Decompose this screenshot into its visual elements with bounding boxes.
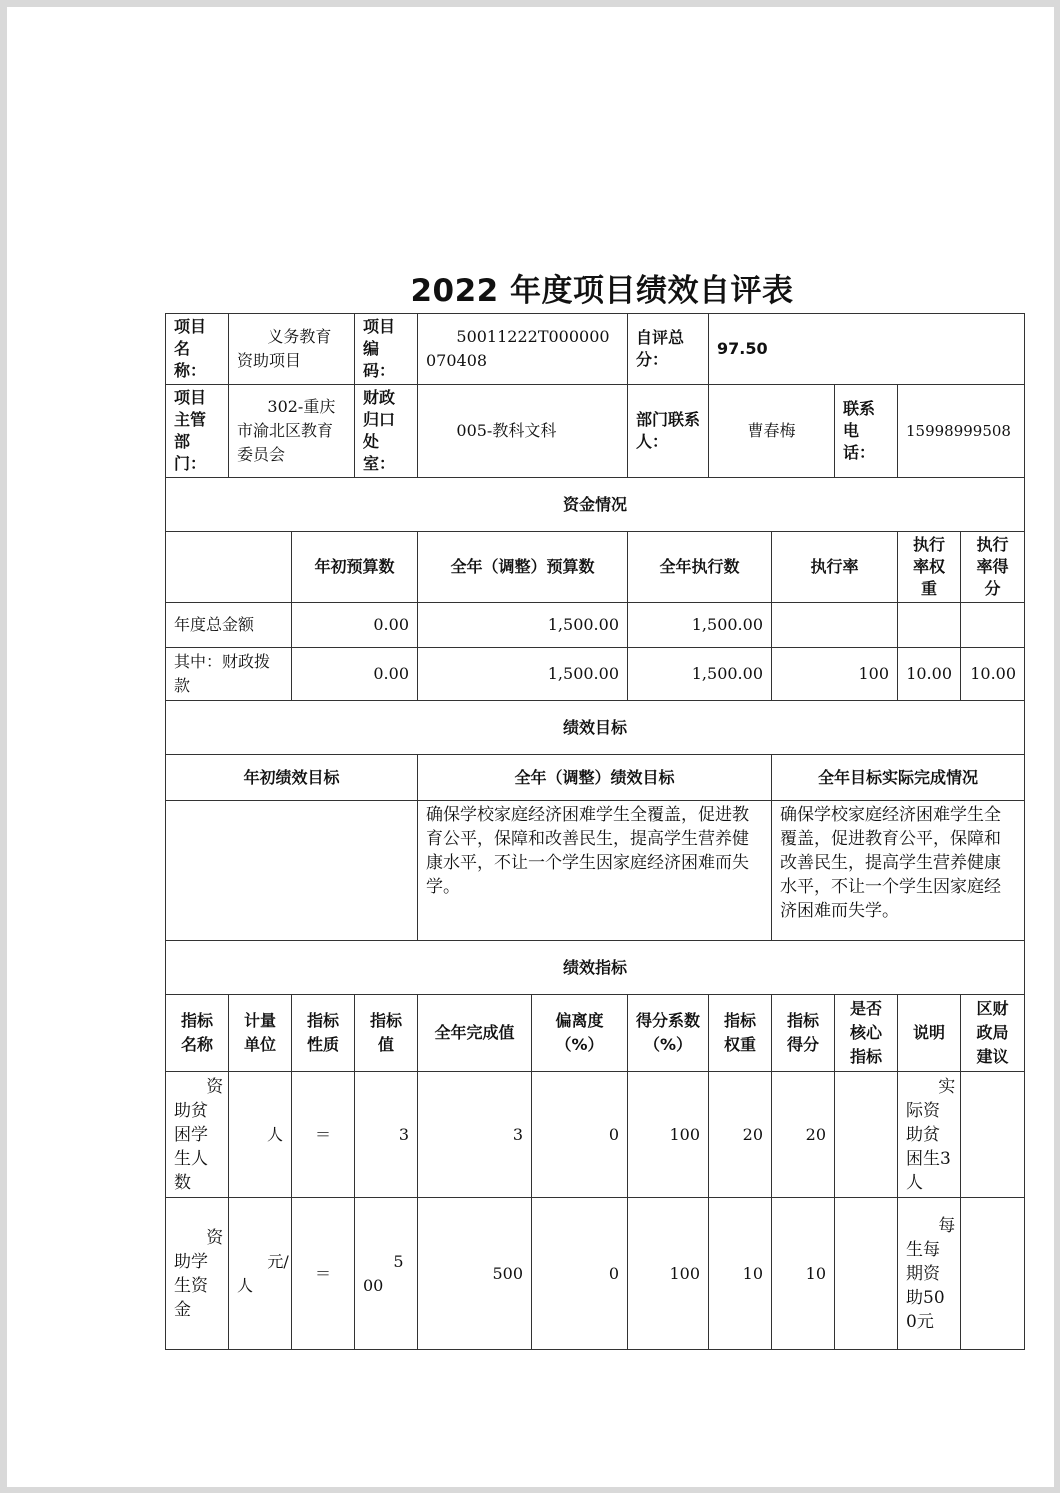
- funds-row-initial: 0.00: [292, 603, 418, 648]
- contact-value: 曹春梅: [709, 385, 835, 478]
- ind-row-actual: 500: [418, 1198, 532, 1350]
- ind-row-score: 20: [772, 1072, 835, 1198]
- goals-section-row: [166, 701, 1025, 755]
- goals-initial-text: [166, 801, 418, 941]
- indicator-row: [166, 1198, 1025, 1350]
- ind-row-target: 500: [355, 1198, 418, 1350]
- funds-row-initial: 0.00: [292, 648, 418, 701]
- finance-value: 005-教科文科: [418, 385, 628, 478]
- funds-section-title: 资金情况: [166, 478, 1025, 532]
- contact-label: 部门联系人：: [628, 385, 709, 478]
- ind-header-note: 说明: [898, 995, 961, 1072]
- ind-row-nature: ＝: [292, 1072, 355, 1198]
- ind-row-weight: 10: [709, 1198, 772, 1350]
- goals-actual-text: 确保学校家庭经济困难学生全覆盖，促进教育公平，保障和改善民生，提高学生营养健康水平，不让一个学生因家庭经济困难而失学。: [772, 801, 1025, 941]
- funds-row-executed: 1,500.00: [628, 648, 772, 701]
- ind-row-unit: 人: [229, 1072, 292, 1198]
- funds-row-score: [961, 603, 1025, 648]
- project-name-label: 项目名称：: [166, 314, 229, 385]
- finance-label: 财政归口处室：: [355, 385, 418, 478]
- funds-row-name: 年度总金额: [166, 603, 292, 648]
- ind-header-core: 是否核心指标: [835, 995, 898, 1072]
- ind-row-coef: 100: [628, 1198, 709, 1350]
- ind-row-deviation: 0: [532, 1198, 628, 1350]
- ind-header-nature: 指标性质: [292, 995, 355, 1072]
- ind-row-advice: [961, 1198, 1025, 1350]
- ind-row-target: 3: [355, 1072, 418, 1198]
- ind-row-core: [835, 1198, 898, 1350]
- funds-row-weight: 10.00: [898, 648, 961, 701]
- ind-row-weight: 20: [709, 1072, 772, 1198]
- dept-label: 项目主管部门：: [166, 385, 229, 478]
- ind-row-unit: 元/人: [229, 1198, 292, 1350]
- funds-row-executed: 1,500.00: [628, 603, 772, 648]
- goals-header-adjusted: 全年（调整）绩效目标: [418, 755, 772, 801]
- funds-header-rate: 执行率: [772, 532, 898, 603]
- ind-header-score: 指标得分: [772, 995, 835, 1072]
- phone-label: 联系电话：: [835, 385, 898, 478]
- project-code-value: 50011222T000000070408: [418, 314, 628, 385]
- indicators-section-title: 绩效指标: [166, 941, 1025, 995]
- ind-row-nature: ＝: [292, 1198, 355, 1350]
- ind-row-name: 资助贫困学生人数: [166, 1072, 229, 1198]
- funds-row-rate: [772, 603, 898, 648]
- evaluation-table: [165, 313, 1025, 1350]
- ind-header-weight: 指标权重: [709, 995, 772, 1072]
- indicator-row: [166, 1072, 1025, 1198]
- info-row-2: [166, 385, 1025, 478]
- phone-value: 15998999508: [898, 385, 1025, 478]
- ind-header-advice: 区财政局建议: [961, 995, 1025, 1072]
- goals-header-actual: 全年目标实际完成情况: [772, 755, 1025, 801]
- funds-header-score: 执行率得分: [961, 532, 1025, 603]
- ind-header-actual: 全年完成值: [418, 995, 532, 1072]
- page-title: 2022 年度项目绩效自评表: [410, 273, 794, 309]
- funds-header-adjusted: 全年（调整）预算数: [418, 532, 628, 603]
- goals-content-row: [166, 801, 1025, 941]
- goals-header-initial: 年初绩效目标: [166, 755, 418, 801]
- funds-row: [166, 648, 1025, 701]
- funds-header-weight: 执行率权重: [898, 532, 961, 603]
- project-name-value: 义务教育资助项目: [229, 314, 355, 385]
- ind-header-unit: 计量单位: [229, 995, 292, 1072]
- funds-row-rate: 100: [772, 648, 898, 701]
- funds-row-adjusted: 1,500.00: [418, 603, 628, 648]
- funds-row-name: 其中：财政拨款: [166, 648, 292, 701]
- ind-row-deviation: 0: [532, 1072, 628, 1198]
- funds-header-initial: 年初预算数: [292, 532, 418, 603]
- ind-row-advice: [961, 1072, 1025, 1198]
- project-code-label: 项目编码：: [355, 314, 418, 385]
- funds-row-weight: [898, 603, 961, 648]
- ind-row-coef: 100: [628, 1072, 709, 1198]
- funds-row-adjusted: 1,500.00: [418, 648, 628, 701]
- ind-row-actual: 3: [418, 1072, 532, 1198]
- funds-header-executed: 全年执行数: [628, 532, 772, 603]
- goals-header-row: [166, 755, 1025, 801]
- ind-header-deviation: 偏离度（%）: [532, 995, 628, 1072]
- ind-header-coef: 得分系数（%）: [628, 995, 709, 1072]
- indicators-section-row: [166, 941, 1025, 995]
- funds-header-row: [166, 532, 1025, 603]
- indicators-header-row: [166, 995, 1025, 1072]
- funds-section-row: [166, 478, 1025, 532]
- ind-header-name: 指标名称: [166, 995, 229, 1072]
- funds-row-score: 10.00: [961, 648, 1025, 701]
- score-label: 自评总分：: [628, 314, 709, 385]
- ind-row-core: [835, 1072, 898, 1198]
- ind-row-note: 每生每期资助500元: [898, 1198, 961, 1350]
- ind-row-note: 实际资助贫困生3人: [898, 1072, 961, 1198]
- ind-header-target: 指标值: [355, 995, 418, 1072]
- goals-adjusted-text: 确保学校家庭经济困难学生全覆盖，促进教育公平，保障和改善民生，提高学生营养健康水平，不让一个学生因家庭经济困难而失学。: [418, 801, 772, 941]
- ind-row-name: 资助学生资金: [166, 1198, 229, 1350]
- funds-row: [166, 603, 1025, 648]
- funds-header-blank: [166, 532, 292, 603]
- goals-section-title: 绩效目标: [166, 701, 1025, 755]
- dept-value: 302-重庆市渝北区教育委员会: [229, 385, 355, 478]
- info-row-1: [166, 314, 1025, 385]
- document-page: [7, 7, 1054, 1487]
- ind-row-score: 10: [772, 1198, 835, 1350]
- score-value: 97.50: [709, 314, 1025, 385]
